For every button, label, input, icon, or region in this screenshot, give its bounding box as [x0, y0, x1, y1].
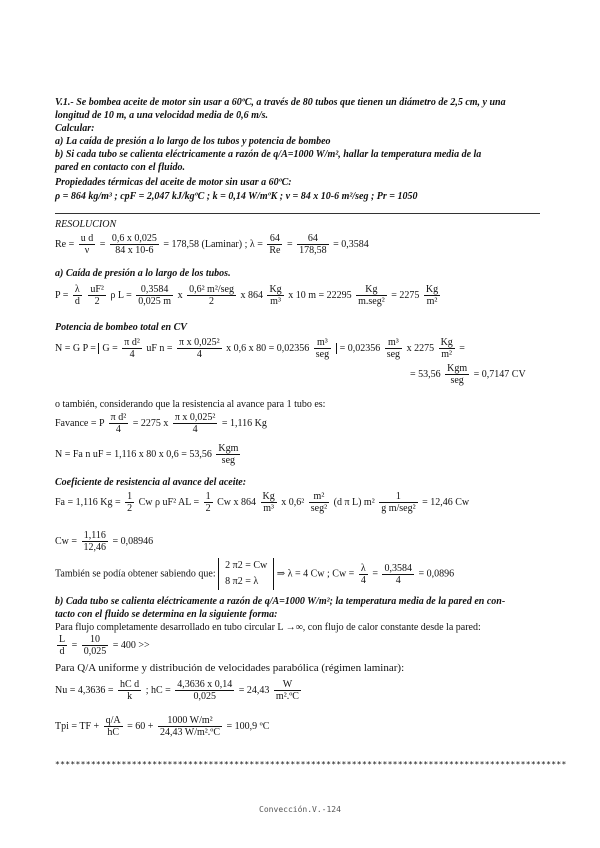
nusselt-equation: Nu = 4,3636 = $\frac{\text{hC d}}{k}$ ; hC = $\frac{4,3636 x 0,14}{0,025}$ = 24,43 $\frac{W}{\text{m².ºC}}$	[55, 679, 299, 702]
reynolds-equation: Re = $\frac{\text{u d}}{\nu}$ = $\frac{0,6 x 0,025}{84 x 10-6}$ = 178,58 (Laminar) ; λ = $\frac{64}{Re}$ = $\frac{64}{178,58}$ = 0,3584	[55, 233, 369, 256]
calc-label: Calcular:	[55, 123, 95, 134]
flow-note: Para flujo completamente desarrollado en tubo circular L →∞, con flujo de calor constante desde la pared:	[55, 622, 481, 633]
drag-coefficient-equation: Fa = 1,116 Kg = $\frac{1}{2}$ Cw ρ uF² AL = $\frac{1}{2}$ Cw x 864 $\frac{Kg}{\text{m³}}$ x 0,6² $\frac{\text{m²}}{\text{seg²}}$ (d π L) m² $\frac{1}{\text{g m/seg²}}$ = 12,46 Cw	[55, 491, 470, 514]
drag-coefficient-heading: Coeficiente de resistencia al avance del aceite:	[55, 477, 247, 488]
props-label: Propiedades térmicas del aceite de motor sin usar a 60ºC:	[55, 177, 292, 188]
pressure-drop-equation: P = $\frac{\lambda}{d}$ $\frac{\text{uF²}}{2}$ ρ L = $\frac{0,3584}{0,025 m}$ x $\frac{\text{0,6² m²/seg}}{2}$ x 864 $\frac{Kg}{\text{m³}}$ x 10 m = 22295 $\frac{Kg}{\text{m.seg²}}$ = 2275 $\frac{Kg}{\text{m²}}$	[55, 284, 439, 307]
cw-equation: Cw = $\frac{1,116}{12,46}$ = 0,08946	[55, 530, 154, 553]
section-a-heading: a) Caída de presión a lo largo de los tubos.	[55, 268, 231, 279]
problem-title-line1: V.1.- Se bombea aceite de motor sin usar a 60ºC, a través de 80 tubos que tienen un diámetro de 2,5 cm, y una	[55, 97, 506, 108]
section-b-line2: tacto con el fluido se determina en la siguiente forma:	[55, 609, 278, 620]
uniform-heat-flux-title: Para Q/A uniforme y distribución de velocidades parabólica (régimen laminar):	[55, 662, 405, 674]
star-separator: ****************************************************************************************************	[55, 760, 567, 769]
problem-title-line2: longitud de 10 m, a una velocidad media de 0,6 m/s.	[55, 110, 269, 121]
resolution-label: RESOLUCION	[55, 219, 117, 230]
ld-equation: $\frac{L}{d}$ = $\frac{10}{0,025}$ = 400 >>	[59, 634, 150, 657]
alternative-note: o también, considerando que la resistencia al avance para 1 tubo es:	[55, 399, 326, 410]
power-equation: N = G P = G = $\frac{\text{π d²}}{4}$ uF n = $\frac{\text{π x 0,025²}}{4}$ x 0,6 x 80 = 0,02356 $\frac{\text{m³}}{\text{seg}}$ = 0,02356 $\frac{\text{m³}}{\text{seg}}$ x 2275 $\frac{Kg}{\text{m²}}$ =	[55, 337, 465, 360]
pump-power-heading: Potencia de bombeo total en CV	[55, 322, 187, 333]
item-a: a) La caída de presión a lo largo de los tubos y potencia de bombeo	[55, 136, 331, 147]
section-b-line1: b) Cada tubo se calienta eléctricamente a razón de q/A=1000 W/m²; la temperatura media de la pared en con-	[55, 596, 506, 607]
props-values: ρ = 864 kg/m³ ; cpF = 2,047 kJ/kgºC ; k = 0,14 W/mºK ; ν = 84 x 10-6 m²/seg ; Pr = 1050	[55, 191, 418, 202]
separator-rule	[55, 213, 540, 214]
wall-temperature-equation: Tpi = TF + $\frac{q/A}{hC}$ = 60 + $\frac{\text{1000 W/m²}}{\text{24,43 W/m².ºC}}$ = 100,9 ºC	[55, 715, 270, 738]
drag-force-equation: Favance = P $\frac{\text{π d²}}{4}$ = 2275 x $\frac{\text{π x 0,025²}}{4}$ = 1,116 Kg	[55, 412, 267, 435]
power-alt-equation: N = Fa n uF = 1,116 x 80 x 0,6 = 53,56 $\frac{\text{Kgm}}{\text{seg}}$	[55, 443, 239, 466]
item-b-line2: pared en contacto con el fluido.	[55, 162, 185, 173]
power-result: = 53,56 $\frac{\text{Kgm}}{\text{seg}}$ = 0,7147 CV	[410, 363, 526, 386]
item-b-line1: b) Si cada tubo se calienta eléctricamente a razón de q/A=1000 W/m², hallar la temperatura media de la	[55, 149, 482, 160]
page-footer: Convección.V.-124	[259, 805, 341, 814]
equation-system: 2 π2 = Cw 8 π2 = λ	[218, 558, 274, 590]
cw-alternative-equation: También se podía obtener sabiendo que: 2 π2 = Cw 8 π2 = λ ⇒ λ = 4 Cw ; Cw = $\frac{\lambda}{4}$ = $\frac{0,3584}{4}$ = 0,0896	[55, 558, 454, 590]
